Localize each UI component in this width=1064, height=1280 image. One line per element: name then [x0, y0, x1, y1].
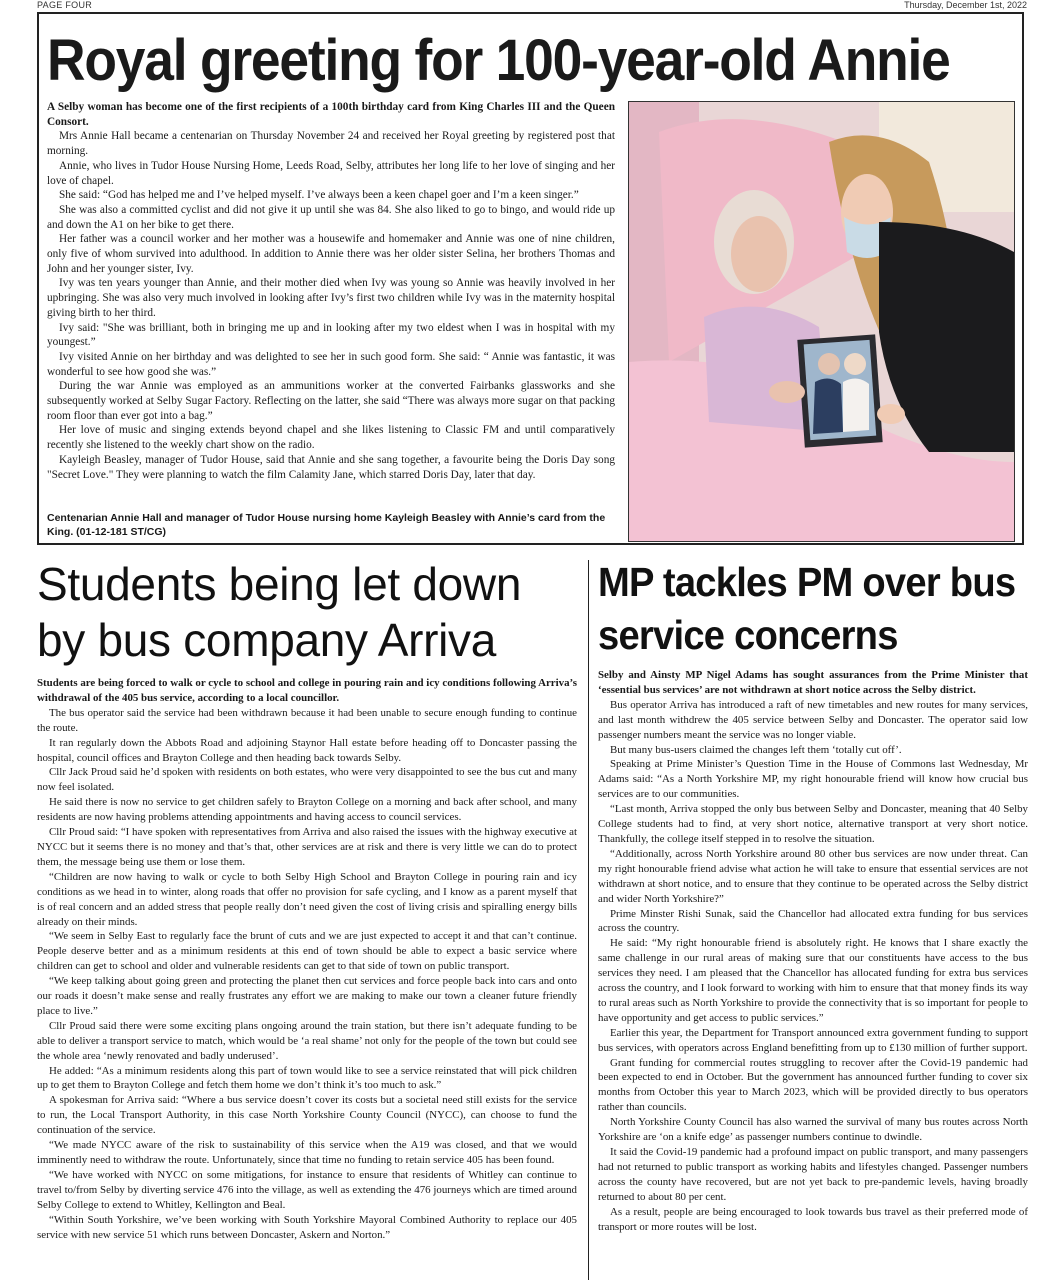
feature-paragraph: Ivy visited Annie on her birthday and was delighted to see her in such good form. She said: “ Annie was fantastic, it was wonderful to see how good she was.”: [47, 350, 615, 378]
article-left-headline: Students being let down by bus company Arriva: [37, 558, 522, 666]
feature-paragraph: She was also a committed cyclist and did not give it up until she was 84. She also liked to go to bingo, and would ride up and down the A1 on her bike to get there.: [47, 203, 615, 231]
article-right: [598, 556, 1028, 1280]
feature-paragraph: Kayleigh Beasley, manager of Tudor House, said that Annie and she sang together, a favourite being the Doris Day song "Secret Love." They were planning to watch the film Calamity Jane, which starred Doris Day, later that day.: [47, 453, 615, 481]
article-paragraph: “Within South Yorkshire, we’ve been working with South Yorkshire Mayoral Combined Authority to replace our 405 service with new service 51 which runs between Doncaster, Askern and Norton.”: [37, 1213, 577, 1241]
card-portrait-king: [818, 353, 840, 375]
page-section-label: PAGE FOUR: [37, 0, 93, 10]
page-date: Thursday, December 1st, 2022: [904, 0, 1027, 10]
article-lead: Selby and Ainsty MP Nigel Adams has sought assurances from the Prime Minister that ‘essential bus services’ are not withdrawn at short notice across the Selby district.: [598, 669, 1028, 696]
feature-photo: [628, 101, 1015, 542]
card-suit: [813, 378, 843, 434]
hand: [769, 381, 805, 403]
article-paragraph: A spokesman for Arriva said: “Where a bus service doesn’t cover its costs but a societal need still exists for the service to run, the Local Transport Authority, in this case North Yorkshire County Council (NYCC), can choose to fund the continuation of the service.: [37, 1094, 577, 1137]
photo-illustration: [629, 102, 1014, 541]
feature-paragraph: Ivy was ten years younger than Annie, and their mother died when Ivy was young so Annie was heavily involved in her upbringing. She was also very much involved in looking after Ivy’s first two children while Ivy was in the maternity hospital giving birth to her third.: [47, 277, 615, 319]
hand: [877, 404, 905, 424]
card-portrait-queen: [844, 353, 866, 375]
article-paragraph: Bus operator Arriva has introduced a raft of new timetables and new routes for many services, and last month withdrew the 405 service between Selby and Doncaster. The operator said low passenger numbers meant the service was no longer viable.: [598, 698, 1028, 741]
feature-paragraph: Mrs Annie Hall became a centenarian on Thursday November 24 and received her Royal greeting by registered post that morning.: [47, 130, 615, 158]
article-paragraph: “We seem in Selby East to regularly face the brunt of cuts and we are just expected to accept it and that can’t continue. People deserve better and as a minimum residents at this end of town should be able to expect a basic service where children can get to school and older and vulnerable residents can get to that side of town on public transport.: [37, 930, 577, 973]
feature-paragraph: Annie, who lives in Tudor House Nursing Home, Leeds Road, Selby, attributes her long life to her love of singing and her love of chapel.: [47, 159, 615, 187]
column-divider: [588, 560, 589, 1280]
article-paragraph: Cllr Proud said there were some exciting plans ongoing around the train station, but there isn’t adequate funding to be able to deliver a transport service to match, which would be ‘a real shame’ not only for the people of the town but could see the whole area ‘newly renovated and badly underused’.: [37, 1019, 577, 1062]
elderly-face: [731, 216, 787, 292]
article-left-body: [37, 676, 577, 1242]
article-paragraph: But many bus-users claimed the changes left them ‘totally cut off’.: [610, 743, 902, 756]
article-paragraph: He said there is now no service to get children safely to Brayton College on a morning and back after school, and many residents are now having problems attending appointments and having access to council services.: [37, 796, 577, 824]
feature-lead: A Selby woman has become one of the first recipients of a 100th birthday card from King Charles III and the Queen Consort.: [47, 101, 615, 128]
article-paragraph: Speaking at Prime Minister’s Question Time in the House of Commons last Wednesday, Mr Adams said: “As a North Yorkshire MP, my right honourable friend will know how crucial bus services are to our communities.: [598, 758, 1028, 801]
feature-paragraph: Her father was a council worker and her mother was a housewife and homemaker and Annie was one of nine children, only five of whom survived into adulthood. In addition to Annie there was her older sister Selina, her brothers Thomas and John and her younger sister, Ivy.: [47, 233, 615, 275]
article-paragraph: He said: “My right honourable friend is absolutely right. He knows that I share exactly the same challenge in our rural areas of making sure that our constituents have access to the bus services they need. I am pleased that the Chancellor has allocated funding for extra bus services across the country, and I look forward to working with him to ensure that that money finds its way to rural areas such as North Yorkshire to provide the connectivity that is so important for people to have opportunity and get access to public services.”: [598, 937, 1028, 1024]
feature-paragraph: She said: “God has helped me and I’ve helped myself. I’ve always been a keen chapel goer and I’m a keen singer.”: [59, 189, 579, 202]
article-lead: Students are being forced to walk or cycle to school and college in pouring rain and icy conditions following Arriva’s withdrawal of the 405 bus service, according to a local councillor.: [37, 677, 577, 704]
article-paragraph: Prime Minster Rishi Sunak, said the Chancellor had allocated extra funding for bus services across the country.: [598, 907, 1028, 935]
article-paragraph: Earlier this year, the Department for Transport announced extra government funding to support bus services, with operators across England benefitting from up to £130 million of further support.: [598, 1026, 1028, 1054]
article-left: [37, 556, 577, 1280]
feature-paragraph: Ivy said: "She was brilliant, both in bringing me up and in looking after my two eldest when I was in hospital with my youngest.”: [47, 321, 615, 349]
article-paragraph: “Additionally, across North Yorkshire around 80 other bus services are now under threat. Can my right honourable friend advise what action he will take to ensure that essential services are not withdrawn at short notice, and to ensure that they continue to be operated across the Selby district and wider North Yorkshire?”: [598, 847, 1028, 905]
article-paragraph: “Last month, Arriva stopped the only bus between Selby and Doncaster, meaning that 40 Selby College students had to find, at very short notice, alternative transport at very short notice. Thankfully, the college itself stepped in to resolve the situation.: [598, 803, 1028, 845]
article-paragraph: Grant funding for commercial routes struggling to recover after the Covid-19 pandemic had been expected to end in October. But the government has announced further funding to cover six months from October this year to March 2023, which will be provided directly to bus operators rather than councils.: [598, 1056, 1028, 1114]
article-paragraph: It said the Covid-19 pandemic had a profound impact on public transport, and many passengers had not returned to public transport as working habits and lifestyles changed. Passenger numbers across the county have recovered, but are not yet back to pre-pandemic levels, having broadly returned to about 80 per cent.: [598, 1146, 1028, 1203]
article-paragraph: As a result, people are being encouraged to look towards bus travel as their preferred mode of transport or more routes will be lost.: [598, 1205, 1028, 1233]
article-right-body: [598, 668, 1028, 1234]
article-paragraph: Cllr Jack Proud said he’d spoken with residents on both estates, who were very disappointed to see the bus cut and many now feel isolated.: [37, 766, 577, 794]
feature-box: [37, 12, 1024, 545]
article-right-headline: MP tackles PM over bus service concerns: [598, 559, 1016, 658]
article-paragraph: “We made NYCC aware of the risk to sustainability of this service when the A19 was closed, and that we would imminently need to withdraw the route. Unfortunately, since that time no funding to retain service 405 has been found.: [37, 1139, 577, 1166]
feature-headline: Royal greeting for 100-year-old Annie: [47, 28, 950, 93]
article-paragraph: “Children are now having to walk or cycle to both Selby High School and Brayton College in pouring rain and icy conditions as we head in to winter, along roads that offer no provision for safe cycling, and I know as a parent myself that is of real concern and an added stress that people really don’t need given the cost of living crisis and spiralling energy bills already on their minds.: [37, 870, 577, 928]
article-paragraph: The bus operator said the service had been withdrawn because it had been unable to secure enough funding to continue the route.: [37, 706, 577, 734]
card-dress: [843, 378, 869, 432]
photo-caption: Centenarian Annie Hall and manager of Tudor House nursing home Kayleigh Beasley with Annie’s card from the King. (01-12-181 ST/CG): [47, 512, 606, 538]
article-paragraph: North Yorkshire County Council has also warned the survival of many bus routes across North Yorkshire are ‘on a knife edge’ as passenger numbers continue to dwindle.: [598, 1116, 1028, 1144]
article-paragraph: It ran regularly down the Abbots Road and adjoining Staynor Hall estate before heading off to Doncaster passing the hospital, council offices and Brayton College and then heading back towards Selby.: [37, 736, 577, 764]
feature-paragraph: Her love of music and singing extends beyond chapel and she likes listening to Classic FM and until comparatively recently she listened to the weekly chart show on the radio.: [47, 424, 615, 452]
article-paragraph: Cllr Proud said: “I have spoken with representatives from Arriva and also raised the issues with the highway executive at NYCC but it seems there is no money and that’s that, other services are at risk and there is very little we can do to protect them, the message being use them or lose them.: [37, 826, 577, 868]
article-paragraph: He added: “As a minimum residents along this part of town would like to see a service reinstated that will pick children up to get them to Brayton College and fetch them home we don’t think it’s too much to ask.”: [37, 1064, 577, 1092]
feature-paragraph: During the war Annie was employed as an ammunitions worker at the converted Fairbanks glassworks and she subsequently worked at Selby Sugar Factory. Reflecting on the latter, she said “There was always more sugar on that packing room floor than ever got into a bag.”: [47, 380, 615, 422]
article-paragraph: “We keep talking about going green and protecting the planet then cut services and force people back into cars and onto our roads it doesn’t make sense and really frustrates any effort we are making to make our town a cleaner future friendly place to live.”: [37, 975, 577, 1017]
feature-body: [47, 100, 615, 510]
article-paragraph: “We have worked with NYCC on some mitigations, for instance to ensure that residents of Whitley can continue to travel to/from Selby by diverting service 476 into the village, as well as extending the 476 journeys which are timed around Selby College to extend to Whitley, Kellington and Beal.: [37, 1168, 577, 1211]
page-header: [37, 0, 1027, 11]
